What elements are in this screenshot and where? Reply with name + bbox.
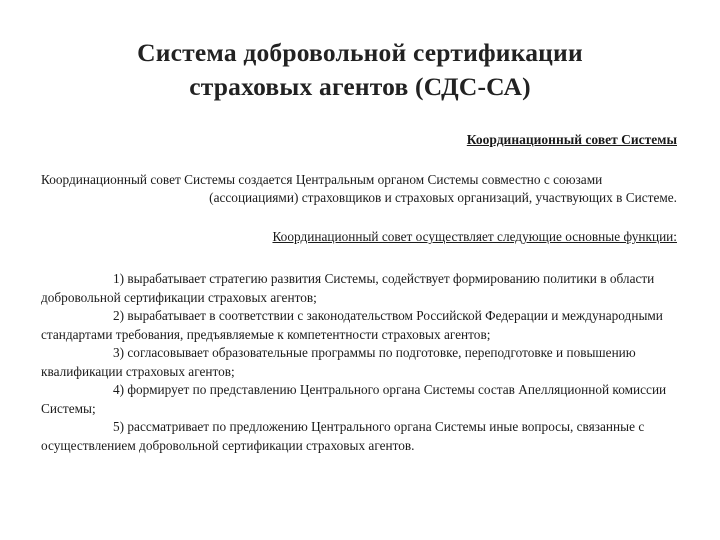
intro-line-1: Координационный совет Системы создается Центральным органом Системы совместно с союзами [41,172,603,187]
function-item-3: 3) согласовывает образовательные программы по подготовке, переподготовке и повышению квалификации страховых агентов; [41,345,636,379]
function-item-2: 2) вырабатывает в соответствии с законодательством Российской Федерации и международными стандартами требования, предъявляемые к компетентности страховых агентов; [41,308,663,342]
title-line-1: Система добровольной сертификации [137,38,583,67]
functions-heading: Координационный совет осуществляет следующие основные функции: [272,229,677,244]
title-line-2: страховых агентов (СДС-СА) [189,72,531,101]
section-subtitle: Координационный совет Системы [466,132,677,147]
intro-paragraph [41,171,679,207]
function-item-4: 4) формирует по представлению Центрального органа Системы состав Апелляционной комиссии Системы; [41,382,667,416]
functions-list [41,270,681,455]
slide-title [40,36,680,104]
intro-line-2: (ассоциациями) страховщиков и страховых организаций, участвующих в Системе. [209,190,677,205]
function-item-5: 5) рассматривает по предложению Центрального органа Системы иные вопросы, связанные с осуществлением добровольной сертификации страховых агентов. [41,419,645,453]
function-item-1: 1) вырабатывает стратегию развития Системы, содействует формированию политики в области добровольной сертификации страховых агентов; [41,271,655,305]
